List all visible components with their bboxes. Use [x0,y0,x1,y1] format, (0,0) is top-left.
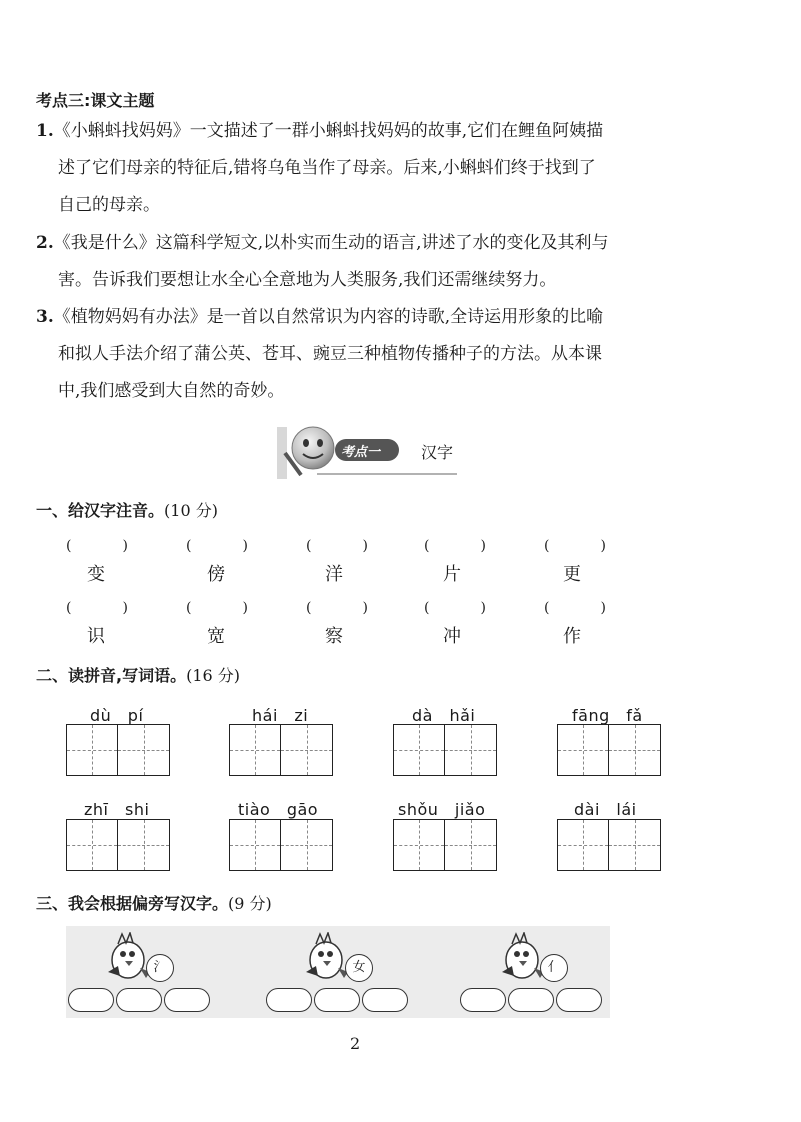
answer-oval[interactable] [68,988,114,1012]
pinyin-prompt: tiào gāo [238,800,319,819]
page-number: 2 [350,1034,361,1053]
hanzi-character: 识 [87,626,105,647]
question-label: 二、读拼音,写词语。 [36,666,187,685]
theme-item-2 [36,225,706,299]
answer-oval[interactable] [508,988,554,1012]
radical-bubble: 亻 [540,954,568,982]
hanzi-character: 冲 [443,626,461,647]
hanzi-character: 察 [325,626,343,647]
bird-icon [298,932,354,984]
question-score: (16 分) [186,666,241,685]
answer-paren[interactable]: ( ) [424,600,486,616]
answer-paren[interactable]: ( ) [544,600,606,616]
bird-icon [100,932,156,984]
item-line: 害。告诉我们要想让水全心全意地为人类服务,我们还需继续努力。 [58,270,557,290]
question-score: (9 分) [228,894,272,913]
item-line: 中,我们感受到大自然的奇妙。 [58,381,285,401]
grid-cell[interactable] [557,724,609,776]
radical-bubble: 氵 [146,954,174,982]
answer-paren[interactable]: ( ) [186,600,248,616]
radical-bubble: 女 [345,954,373,982]
hanzi-character: 傍 [207,564,225,585]
writing-grid[interactable] [393,819,497,871]
grid-cell[interactable] [609,819,661,871]
grid-cell[interactable] [118,819,170,871]
pinyin-prompt: zhī shi [84,800,150,819]
hanzi-character: 片 [443,564,461,585]
theme-item-1 [36,113,706,224]
answer-oval[interactable] [164,988,210,1012]
item-line: 《我是什么》这篇科学短文,以朴实而生动的语言,讲述了水的变化及其利与 [53,233,609,253]
question-2-title [36,663,240,686]
grid-cell[interactable] [281,724,333,776]
answer-paren[interactable]: ( ) [186,538,248,554]
grid-cell[interactable] [445,819,497,871]
answer-oval[interactable] [460,988,506,1012]
pinyin-prompt: hái zi [252,706,309,725]
pinyin-prompt: dà hǎi [412,706,476,725]
writing-grid[interactable] [557,819,661,871]
hanzi-character: 作 [563,626,581,647]
answer-oval[interactable] [266,988,312,1012]
writing-grid[interactable] [66,819,170,871]
hanzi-character: 更 [563,564,581,585]
theme-item-3 [36,299,706,410]
grid-cell[interactable] [393,819,445,871]
pinyin-prompt: dài lái [574,800,637,819]
writing-grid[interactable] [229,724,333,776]
grid-cell[interactable] [393,724,445,776]
hanzi-character: 洋 [325,564,343,585]
grid-cell[interactable] [66,819,118,871]
section-title-keypoint3: 考点三:课文主题 [36,91,155,110]
radical-exercise-panel [66,926,610,1018]
banner-tag: 考点一 [341,445,381,460]
question-label: 一、给汉字注音。 [36,501,165,520]
answer-paren[interactable]: ( ) [66,538,128,554]
answer-paren[interactable]: ( ) [306,600,368,616]
banner-title: 汉字 [421,443,454,462]
item-line: 述了它们母亲的特征后,错将乌龟当作了母亲。后来,小蝌蚪们终于找到了 [58,158,596,178]
item-line: 《植物妈妈有办法》是一首以自然常识为内容的诗歌,全诗运用形象的比喻 [53,307,604,327]
item-line: 和拟人手法介绍了蒲公英、苍耳、豌豆三种植物传播种子的方法。从本课 [58,344,602,364]
writing-grid[interactable] [393,724,497,776]
grid-cell[interactable] [557,819,609,871]
answer-oval[interactable] [362,988,408,1012]
item-number: 1. [36,121,54,141]
grid-cell[interactable] [609,724,661,776]
grid-cell[interactable] [445,724,497,776]
question-3-title [36,891,272,914]
question-1-title [36,498,218,521]
answer-oval[interactable] [116,988,162,1012]
grid-cell[interactable] [229,724,281,776]
grid-cell[interactable] [229,819,281,871]
pinyin-prompt: dù pí [90,706,144,725]
item-line: 自己的母亲。 [58,195,160,215]
answer-oval[interactable] [556,988,602,1012]
writing-grid[interactable] [229,819,333,871]
answer-oval[interactable] [314,988,360,1012]
item-line: 《小蝌蚪找妈妈》一文描述了一群小蝌蚪找妈妈的故事,它们在鲤鱼阿姨描 [53,121,604,141]
answer-paren[interactable]: ( ) [306,538,368,554]
question-score: (10 分) [164,501,218,520]
grid-cell[interactable] [118,724,170,776]
item-number: 3. [36,307,54,327]
grid-cell[interactable] [281,819,333,871]
pinyin-prompt: fāng fǎ [572,706,643,725]
bird-icon [494,932,550,984]
keypoint-banner [277,423,467,481]
answer-paren[interactable]: ( ) [544,538,606,554]
item-number: 2. [36,233,54,253]
pinyin-prompt: shǒu jiǎo [398,800,486,819]
hanzi-character: 变 [87,564,105,585]
writing-grid[interactable] [66,724,170,776]
answer-paren[interactable]: ( ) [424,538,486,554]
writing-grid[interactable] [557,724,661,776]
hanzi-character: 宽 [207,626,225,647]
question-label: 三、我会根据偏旁写汉字。 [36,894,229,913]
grid-cell[interactable] [66,724,118,776]
answer-paren[interactable]: ( ) [66,600,128,616]
